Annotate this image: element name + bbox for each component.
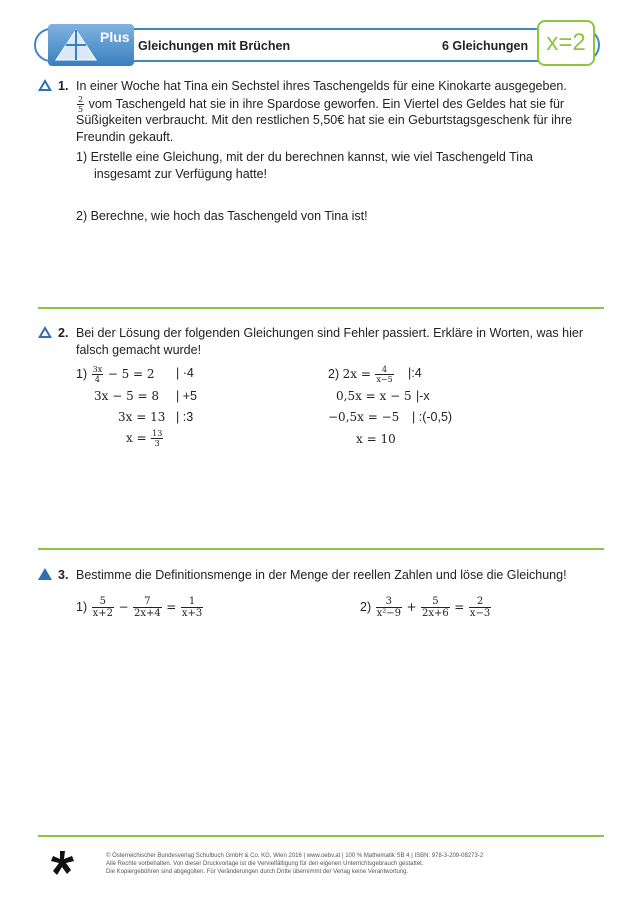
- page-header: [34, 24, 600, 66]
- section-divider: [38, 307, 604, 309]
- question-1-cont: insgesamt zur Verfügung hatte!: [94, 167, 268, 181]
- task-number: 3.: [58, 568, 69, 582]
- fraction: $\frac{2}{x-3}$: [469, 596, 491, 619]
- equation-2-row-3: −0,5x = −5: [328, 410, 400, 424]
- question-1: 1) Erstelle eine Gleichung, mit der du berechnen kannst, wie viel Taschengeld Tina: [76, 150, 533, 164]
- task-text-line: Bei der Lösung der folgenden Gleichungen sind Fehler passiert. Erkläre in Worten, was hier: [76, 326, 583, 340]
- section-divider: [38, 548, 604, 550]
- equation-2-row-2: 0,5x = x − 5: [336, 389, 412, 403]
- task-text-line: falsch gemacht wurde!: [76, 343, 202, 357]
- equation-1-op-2: | +5: [176, 389, 197, 403]
- difficulty-triangle-icon: [38, 568, 52, 580]
- task-text-line: In einer Woche hat Tina ein Sechstel ihres Taschengelds für eine Kinokarte ausgegeben.: [76, 79, 567, 93]
- fraction: $\frac{5}{x+2}$: [92, 596, 113, 619]
- publisher-logo-icon: [50, 850, 76, 876]
- fraction-3x-over-4: $\frac{3x}{4}$: [92, 365, 103, 384]
- fraction: $\frac{5}{2x+6}$: [422, 596, 449, 619]
- question-2: 2) Berechne, wie hoch das Taschengeld von Tina ist!: [76, 209, 368, 223]
- task-text-line: $\frac{2}{5}$ vom Taschengeld hat sie in ihre Spardose geworfen. Ein Viertel des Geldes hat sie für: [78, 95, 565, 114]
- task-3: [38, 567, 598, 637]
- footer-line: Die Kopiergebühren sind abgegolten. Für Veränderungen durch Dritte übernimmt der Verlag keine Verantwortung.: [106, 869, 409, 875]
- logo-label: Plus: [100, 29, 130, 45]
- section-divider: [38, 835, 604, 837]
- task-text-line: Süßigkeiten verbraucht. Mit den restlichen 5,50€ hat sie ein Geburtstagsgeschenk für ihre: [76, 113, 573, 127]
- equation-1-row-3: 3x = 13: [118, 410, 166, 424]
- plus-logo: [48, 24, 134, 66]
- equation-1-row-1: 1) $\frac{3x}{4}$ − 5 = 2: [76, 365, 155, 384]
- equation-2-row-4: x = 10: [356, 432, 396, 446]
- footer-line: © Österreichischer Bundesverlag Schulbuch GmbH & Co. KG, Wien 2016 | www.oebv.at | 100 % Mathematik SB 4 | ISBN: 978-3-209-08273-2: [106, 853, 484, 859]
- fraction-two-fifths: $\frac{2}{5}$: [78, 95, 84, 114]
- equation-1: 1) $\frac{5}{x+2}$ − $\frac{7}{2x+4}$ = $\frac{1}{x+3}$: [76, 596, 203, 619]
- fraction: $\frac{3}{\text{x²−9}}$: [376, 596, 401, 619]
- task-2: [38, 325, 598, 455]
- equation-2-op-1: |:4: [408, 366, 422, 380]
- equation-1-row-2: 3x − 5 = 8: [94, 389, 160, 403]
- page-title: Gleichungen mit Brüchen: [138, 39, 291, 53]
- fraction-13-over-3: $\frac{13}{3}$: [152, 429, 163, 448]
- equation-2-op-2: |-x: [416, 389, 430, 403]
- fraction-4-over-x-minus-5: $\frac{4}{x-5}$: [376, 365, 393, 384]
- x-equals-2-badge: x=2: [537, 20, 595, 66]
- task-text-line: Freundin gekauft.: [76, 130, 174, 144]
- difficulty-triangle-icon: [38, 326, 52, 338]
- task-number: 2.: [58, 326, 69, 340]
- equation-2-row-1: 2) 2x = $\frac{4}{x-5}$: [328, 365, 393, 384]
- chapter-label: 6 Gleichungen: [442, 39, 529, 53]
- fraction: $\frac{1}{x+3}$: [181, 596, 203, 619]
- equation-1-op-3: | :3: [176, 410, 194, 424]
- equation-2: 2) $\frac{3}{\text{x²−9}}$ + $\frac{5}{2x+6}$ = $\frac{2}{x-3}$: [360, 596, 491, 619]
- task-1: [38, 78, 598, 228]
- equation-2-op-3: | :(-0,5): [412, 410, 453, 424]
- task-text-line: Bestimme die Definitionsmenge in der Menge der reellen Zahlen und löse die Gleichung!: [76, 568, 567, 582]
- footer-copyright: [106, 852, 483, 876]
- difficulty-triangle-icon: [38, 79, 52, 91]
- pyramid-icon: [54, 28, 98, 62]
- footer-line: Alle Rechte vorbehalten. Von dieser Druckvorlage ist die Vervielfältigung für den eigenen Unterrichtsgebrauch gestattet.: [106, 861, 424, 867]
- fraction: $\frac{7}{2x+4}$: [134, 596, 161, 619]
- equation-1-op-1: | ·4: [176, 366, 194, 380]
- task-number: 1.: [58, 79, 69, 93]
- equation-1-row-4: x = $\frac{13}{3}$: [126, 429, 163, 448]
